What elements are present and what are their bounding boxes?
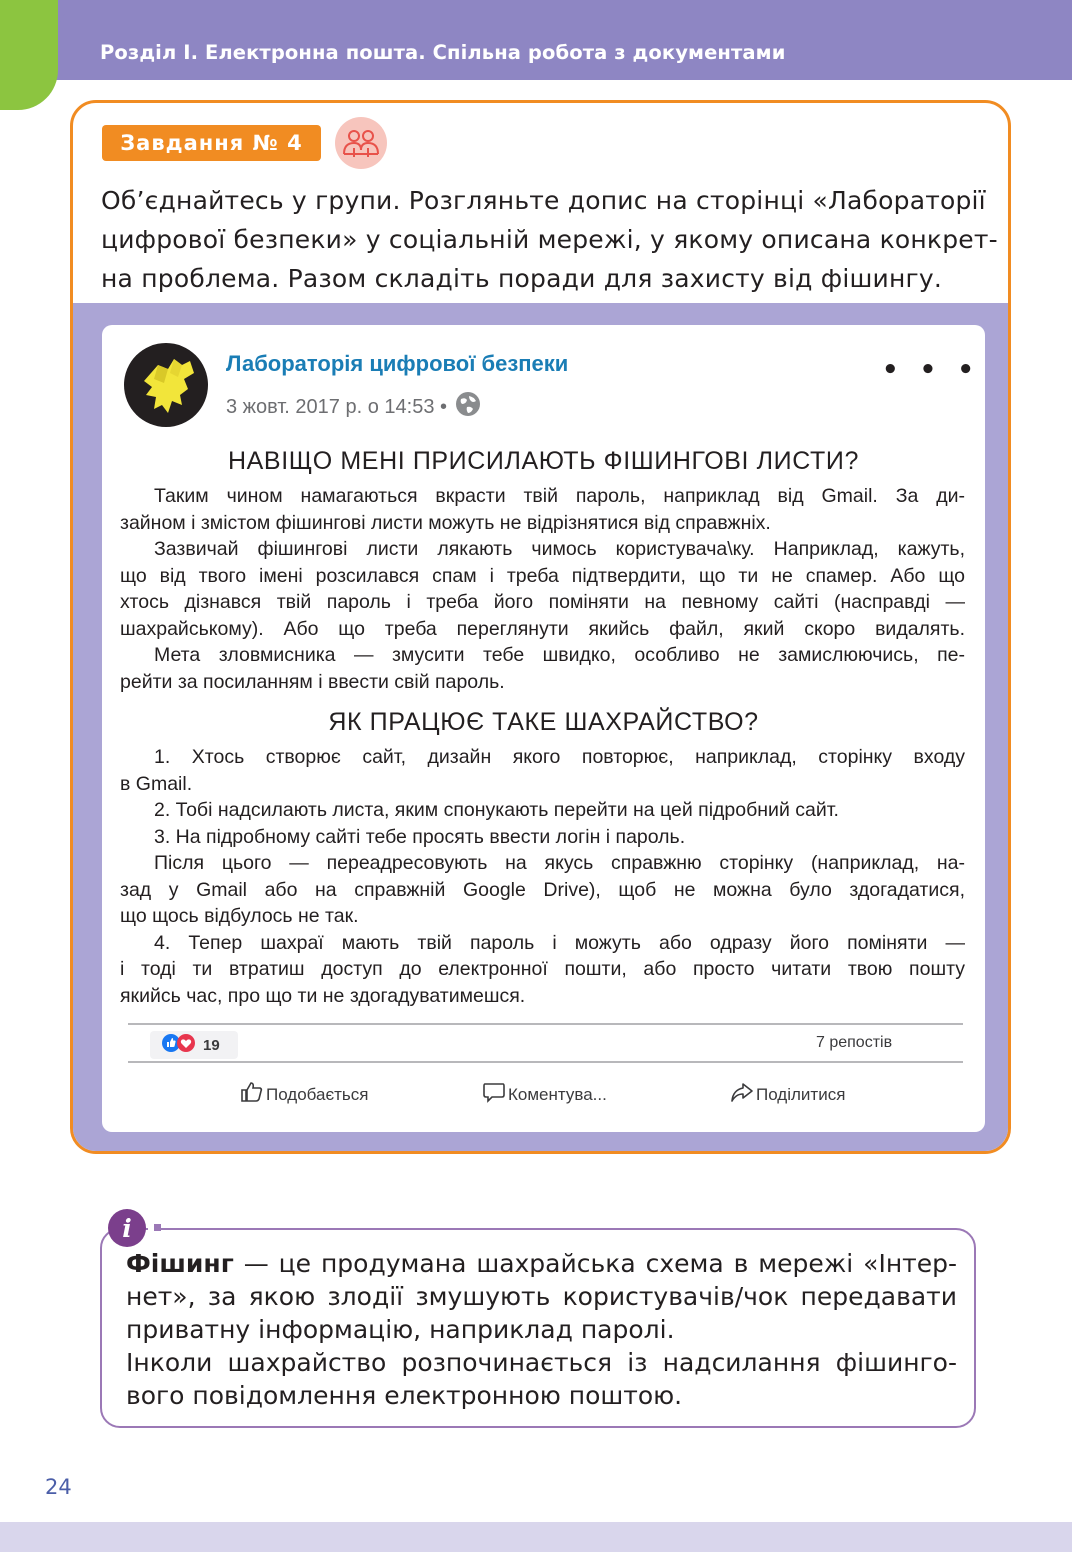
post-line: Зазвичай фішингові листи лякають чимось користувача\ку. Наприклад, кажуть,	[154, 538, 965, 560]
like-button[interactable]	[240, 1081, 369, 1108]
post-line: в Gmail.	[120, 772, 193, 795]
definition-line	[126, 1247, 957, 1280]
post-line: 1. Хтось створює сайт, дизайн якого повторює, наприклад, сторінку входу	[154, 746, 965, 768]
task-description	[101, 181, 996, 298]
definition-line: нет», за якою злодії змушують користувачів/чок передавати	[126, 1282, 957, 1311]
group-work-icon	[335, 117, 387, 169]
task-text-line: Об’єднайтесь у групи. Розгляньте допис на сторінці «Лабораторії	[101, 186, 986, 215]
definition-line: приватну інформацію, наприклад паролі.	[126, 1315, 675, 1344]
post-line: 3. На підробному сайті тебе просять ввести логін і пароль.	[154, 825, 686, 848]
comment-label: Коментува...	[508, 1084, 607, 1104]
post-line: зайном і змістом фішингові листи можуть не відрізнятися від справжніх.	[120, 511, 771, 534]
post-line: шахрайському). Або що треба переглянути якийсь файл, який скоро видалять.	[120, 617, 965, 640]
section-title: Розділ І. Електронна пошта. Спільна робота з документами	[100, 41, 786, 64]
task-text-line: на проблема. Разом складіть поради для захисту від фішингу.	[101, 264, 943, 293]
post-line: і тоді ти втратиш доступ до електронної пошти, або просто читати твою пошту	[120, 958, 965, 980]
globe-icon	[455, 391, 481, 423]
info-icon: i	[108, 1209, 146, 1247]
post-section-2	[120, 744, 965, 1009]
divider	[128, 1061, 963, 1063]
comment-button[interactable]	[482, 1081, 607, 1108]
post-line: Після цього — переадресовують на якусь справжню сторінку (наприклад, на-	[154, 852, 965, 874]
post-line: зад у Gmail або на справжній Google Drive), щоб не можна було здогадатися,	[120, 878, 965, 901]
info-box-marker	[154, 1224, 161, 1231]
chapter-tab-accent	[0, 0, 58, 110]
header-bar	[58, 0, 1072, 80]
definition-line: Інколи шахрайство розпочинається із надсилання фішинго-	[126, 1348, 957, 1377]
share-icon	[730, 1081, 754, 1108]
like-label: Подобається	[266, 1084, 369, 1104]
love-reaction-icon	[177, 1034, 195, 1056]
footer-band	[0, 1522, 1072, 1552]
share-label: Поділитися	[756, 1084, 846, 1104]
post-heading-2: ЯК ПРАЦЮЄ ТАКЕ ШАХРАЙСТВО?	[328, 708, 759, 736]
social-post	[102, 325, 985, 1132]
post-line: Таким чином намагаються вкрасти твій пароль, наприклад від Gmail. За ди-	[154, 485, 965, 507]
reposts-count[interactable]: 7 репостів	[816, 1034, 893, 1051]
post-line: 4. Тепер шахраї мають твій пароль і можуть або одразу його поміняти —	[154, 931, 965, 954]
thumbs-up-icon	[240, 1081, 264, 1108]
post-line: якийсь час, про що ти не здогадуватимешся.	[120, 984, 526, 1007]
task-text-line: цифрової безпеки» у соціальній мережі, у якому описана конкрет-	[101, 225, 998, 254]
post-heading-1: НАВІЩО МЕНІ ПРИСИЛАЮТЬ ФІШИНГОВІ ЛИСТИ?	[228, 447, 859, 475]
definition-line: вого повідомлення електронною поштою.	[126, 1381, 683, 1410]
comment-icon	[482, 1081, 506, 1108]
post-line: що щось відбулось не так.	[120, 905, 359, 927]
post-author-link[interactable]: Лабораторія цифрової безпеки	[226, 351, 569, 376]
reaction-count: 19	[203, 1036, 220, 1054]
definition-term: Фішинг	[126, 1249, 234, 1278]
post-section-1	[120, 483, 965, 695]
reactions-summary[interactable]	[150, 1031, 238, 1059]
avatar[interactable]	[124, 343, 208, 427]
definition-line-text: — це продумана шахрайська схема в мережі «Інтер-	[233, 1249, 957, 1278]
definition-text	[126, 1247, 957, 1412]
task-label: Завдання № 4	[102, 125, 321, 161]
post-line: 2. Тобі надсилають листа, яким спонукають перейти на цей підробний сайт.	[154, 799, 839, 821]
share-button[interactable]	[730, 1081, 845, 1108]
divider	[128, 1023, 963, 1025]
post-date	[226, 391, 481, 423]
more-options-button[interactable]: • • •	[882, 355, 980, 385]
post-line: рейти за посиланням і ввести свій пароль.	[120, 670, 505, 693]
page-number: 24	[45, 1475, 72, 1499]
post-date-text: 3 жовт. 2017 р. о 14:53 •	[226, 395, 447, 418]
post-line: що від твого імені розсилався спам і треба підтвердити, що ти не спамер. Або що	[120, 564, 965, 587]
post-line: Мета зловмисника — змусити тебе швидко, особливо не замислюючись, пе-	[154, 644, 965, 666]
post-line: хтось дізнався твій пароль і треба його поміняти на певному сайті (насправді —	[120, 591, 965, 613]
